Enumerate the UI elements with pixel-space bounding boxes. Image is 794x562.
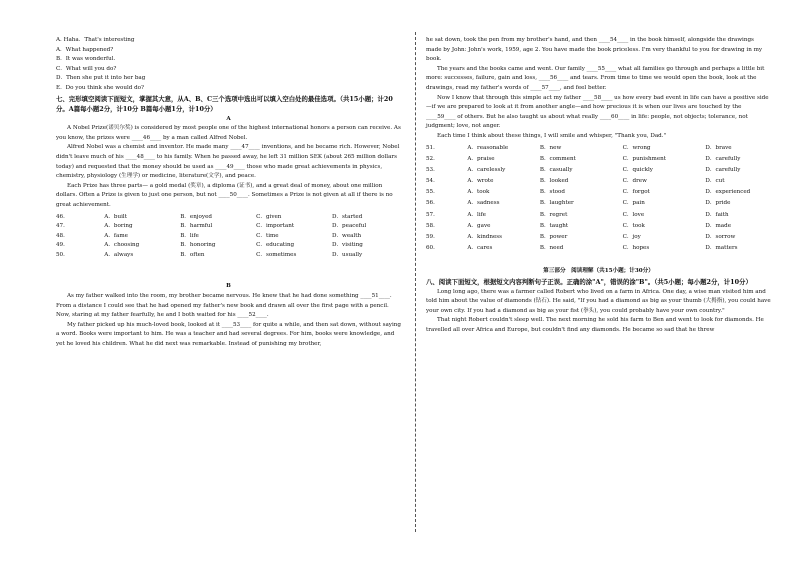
choice-a: A．gave xyxy=(467,222,491,229)
choice-a: A．choosing xyxy=(104,242,140,249)
choice-d: D．experienced xyxy=(705,189,751,196)
choice-b: B．harmful xyxy=(180,223,213,230)
choice-d: D．made xyxy=(705,222,732,229)
question-row xyxy=(426,244,771,254)
question-row xyxy=(56,241,401,251)
choice-b: B．regret xyxy=(539,211,568,218)
question-row xyxy=(56,213,401,223)
question-number: 56． xyxy=(426,200,439,207)
choice-b: B．casually xyxy=(539,166,573,173)
choice-a: A．fame xyxy=(104,232,128,239)
question-row xyxy=(426,222,771,232)
choice-c: C．sometimes xyxy=(256,251,297,258)
question-number: 55． xyxy=(426,189,439,196)
question-row xyxy=(426,233,771,243)
choice-c: C．forgot xyxy=(622,189,650,196)
question-row xyxy=(426,177,771,187)
choice-d: D．usually xyxy=(331,251,363,258)
choice-c: C．wrong xyxy=(622,144,651,151)
passage-a-paragraph: Each Prize has three parts— a gold medal (奖章), a diploma (证书), and a great deal of money, about one million dollars. Often a Prize is given to just one person, but not ____50____. Sometimes a Prize is not given at all if there is no great achievement. xyxy=(56,182,393,208)
spacer xyxy=(426,255,771,267)
choice-a: A．praise xyxy=(467,155,495,162)
question-row xyxy=(56,222,401,232)
choice-b: B．need xyxy=(539,245,564,252)
section8-title: 八、阅读下面短文，根据短文内容判断句子正误。正确的涂"A"，错误的涂"B"。（共5小题；每小题2分，计10分） xyxy=(426,278,752,286)
choice-b: B．life xyxy=(180,232,199,239)
passage-a-label: A xyxy=(226,115,231,122)
passage-b-paragraph: Each time I think about these things, I will smile and whisper, "Thank you, Dad." xyxy=(437,132,667,139)
choice-d: D．started xyxy=(331,213,363,220)
choice-b: B．looked xyxy=(539,178,569,185)
choice-a: A．carelessly xyxy=(467,166,506,173)
choice-c: C．time xyxy=(256,232,279,239)
choice-a: A．always xyxy=(104,251,134,258)
question-row xyxy=(426,166,771,176)
choice-b: B．power xyxy=(539,234,568,241)
passage-b-paragraph: As my father walked into the room, my brother became nervous. He knew that he had done something ____51____. From a distance I could see that he had opened my father's new book and drawn all over the first page with a pencil. Now, staring at my father fearfully, he and I both waited for his ____52____. xyxy=(56,293,392,319)
choice-d: D．brave xyxy=(705,144,732,151)
question-number: 51． xyxy=(426,144,439,151)
question-row xyxy=(426,144,771,154)
choice-d: D．pride xyxy=(705,200,731,207)
question-number: 60． xyxy=(426,245,439,252)
choice-c: C．given xyxy=(256,213,282,220)
section7-title: 七、完形填空阅读下面短文，掌握其大意，从A、B、C三个选项中选出可以填入空白处的最佳选项。（共15小题；计20分。A篇每小题2分，计10分 B篇每小题1分，计10分） xyxy=(56,94,393,114)
choice-d: D．matters xyxy=(705,245,738,252)
choice-b: B．taught xyxy=(539,222,569,229)
passage-8-paragraph: Long long ago, there was a farmer called Robert who lived on a farm in Africa. One day, a wise man visited him and told him about the value of diamonds (钻石). He said, "If you had a diamond as big as your thumb (大拇指), you could have your own city. If you had a diamond as big as your fist (拳头), you could probably have your own country." xyxy=(426,288,771,314)
passage-b-paragraph: The years and the books came and went. Our family ____55____ what all families go through and perhaps a little bit more: successes, failure, gain and loss, ____56____ and tears. From time to time we would open the book, look at the drawings, read my father's words of ____57____, and feel better. xyxy=(426,65,765,91)
question-number: 57． xyxy=(426,211,439,218)
choice-a: A．built xyxy=(104,213,127,220)
choice-a: A．cares xyxy=(467,245,493,252)
choice-d: D．carefully xyxy=(705,166,741,173)
choice-d: D．sorrow xyxy=(705,234,736,241)
choice-a: A．life xyxy=(467,211,486,218)
choice-c: C．took xyxy=(622,222,645,229)
choice-c: C．important xyxy=(256,223,295,230)
passage-8-paragraph: That night Robert couldn't sleep well. The next morning he sold his farm to Ben and went to look for diamonds. He travelled all over Africa and Europe, but couldn't find any diamonds. He became so sad that he threw xyxy=(426,317,764,333)
passage-b-label: B xyxy=(226,283,231,290)
question-number: 46． xyxy=(56,213,69,220)
question-number: 52． xyxy=(426,155,439,162)
question-row xyxy=(426,199,771,209)
passage-b-paragraph: he sat down, took the pen from my brother's hand, and then ____54____ in the book himself, alongside the drawings made by John: John's work, 1959, age 2. You have made the book priceless. I'm very thankful to you for drawing in my book. xyxy=(426,37,763,63)
question-row xyxy=(426,155,771,165)
option-line: A．What happened? xyxy=(56,46,114,53)
spacer xyxy=(56,260,401,282)
choice-b: B．honoring xyxy=(180,242,216,249)
choice-d: D．visiting xyxy=(331,242,363,249)
choice-c: C．punishment xyxy=(622,155,667,162)
choice-b: B．often xyxy=(180,251,205,258)
question-number: 50． xyxy=(56,251,69,258)
left-column xyxy=(56,36,401,350)
choice-a: A．reasonable xyxy=(467,144,509,151)
passage-b-paragraph: Now I know that through this simple act my father ____58____ us how every bad event in life can have a positive side—if we are prepared to look at it from another angle—and how precious it is when our lives are touched by the ____59____ of others. But he also taught us about what really ____60____ in life: people, not objects; tolerance, not judgment; love, not anger. xyxy=(426,94,769,130)
choice-b: B．new xyxy=(539,144,562,151)
choice-b: B．comment xyxy=(539,155,576,162)
choice-a: A．took xyxy=(467,189,490,196)
choice-d: D．faith xyxy=(705,211,729,218)
question-row xyxy=(56,232,401,242)
choice-c: C．love xyxy=(622,211,645,218)
option-line: D．Then she put it into her bag xyxy=(56,75,146,82)
question-number: 58． xyxy=(426,222,439,229)
choice-c: C．quickly xyxy=(622,166,653,173)
choice-d: D．cut xyxy=(705,178,725,185)
option-line: B．It was wonderful. xyxy=(56,56,116,63)
choice-a: A．kindness xyxy=(467,234,503,241)
choice-b: B．stood xyxy=(539,189,565,196)
option-line: A. Haha．That's interesting xyxy=(56,37,135,43)
choice-d: D．carefully xyxy=(705,155,741,162)
passage-a-paragraph: A Nobel Prize(诺贝尔奖) is considered by most people one of the highest international honors a person can receive. As you know, the prizes were ____46____ by a man called Alfred Nobel. xyxy=(56,125,401,141)
question-number: 47． xyxy=(56,223,69,230)
question-number: 49． xyxy=(56,242,69,249)
questions-a xyxy=(56,213,401,261)
option-line: E．Do you think she would do? xyxy=(56,84,145,91)
choice-b: B．enjoyed xyxy=(180,213,212,220)
option-line: C．What will you do? xyxy=(56,65,117,72)
question-row xyxy=(56,251,401,261)
choice-c: C．pain xyxy=(622,200,645,207)
choice-c: C．joy xyxy=(622,234,641,241)
choice-a: A．sadness xyxy=(467,200,500,207)
passage-a-paragraph: Alfred Nobel was a chemist and inventor. He made many ____47____ inventions, and he became rich. However, Nobel didn't leave much of his ____48____ to his family. When he passed away, he left 31 million SEK (about 265 million dollars today) and requested that the money should be used as ____49____ those who made great achievements in physics, chemistry, physiology (生理学) or medicine, literature(文学), and peace. xyxy=(56,144,400,180)
choice-c: C．educating xyxy=(256,242,295,249)
part3-title: 第三部分 阅读理解（共15小题；计30分） xyxy=(543,268,654,275)
right-column xyxy=(426,36,771,335)
choice-c: C．drew xyxy=(622,178,647,185)
question-row xyxy=(426,188,771,198)
questions-b xyxy=(426,144,771,254)
choice-a: A．boring xyxy=(104,223,133,230)
question-number: 54． xyxy=(426,178,439,185)
question-number: 48． xyxy=(56,232,69,239)
choice-b: B．laughter xyxy=(539,200,574,207)
question-number: 53． xyxy=(426,166,439,173)
question-row xyxy=(426,211,771,221)
column-divider xyxy=(415,32,416,532)
choice-d: D．peaceful xyxy=(331,223,367,230)
choice-d: D．wealth xyxy=(331,232,362,239)
choice-c: C．hopes xyxy=(622,245,650,252)
passage-b-paragraph: My father picked up his much-loved book, looked at it ____53____ for quite a while, and then sat down, without saying a word. Books were important to him. He was a teacher and had several degrees. For him, books were knowledge, and yet he loved his children. What he did next was remarkable. Instead of punishing my brother, xyxy=(56,321,401,348)
question-number: 59． xyxy=(426,234,439,241)
choice-a: A．wrote xyxy=(467,178,494,185)
